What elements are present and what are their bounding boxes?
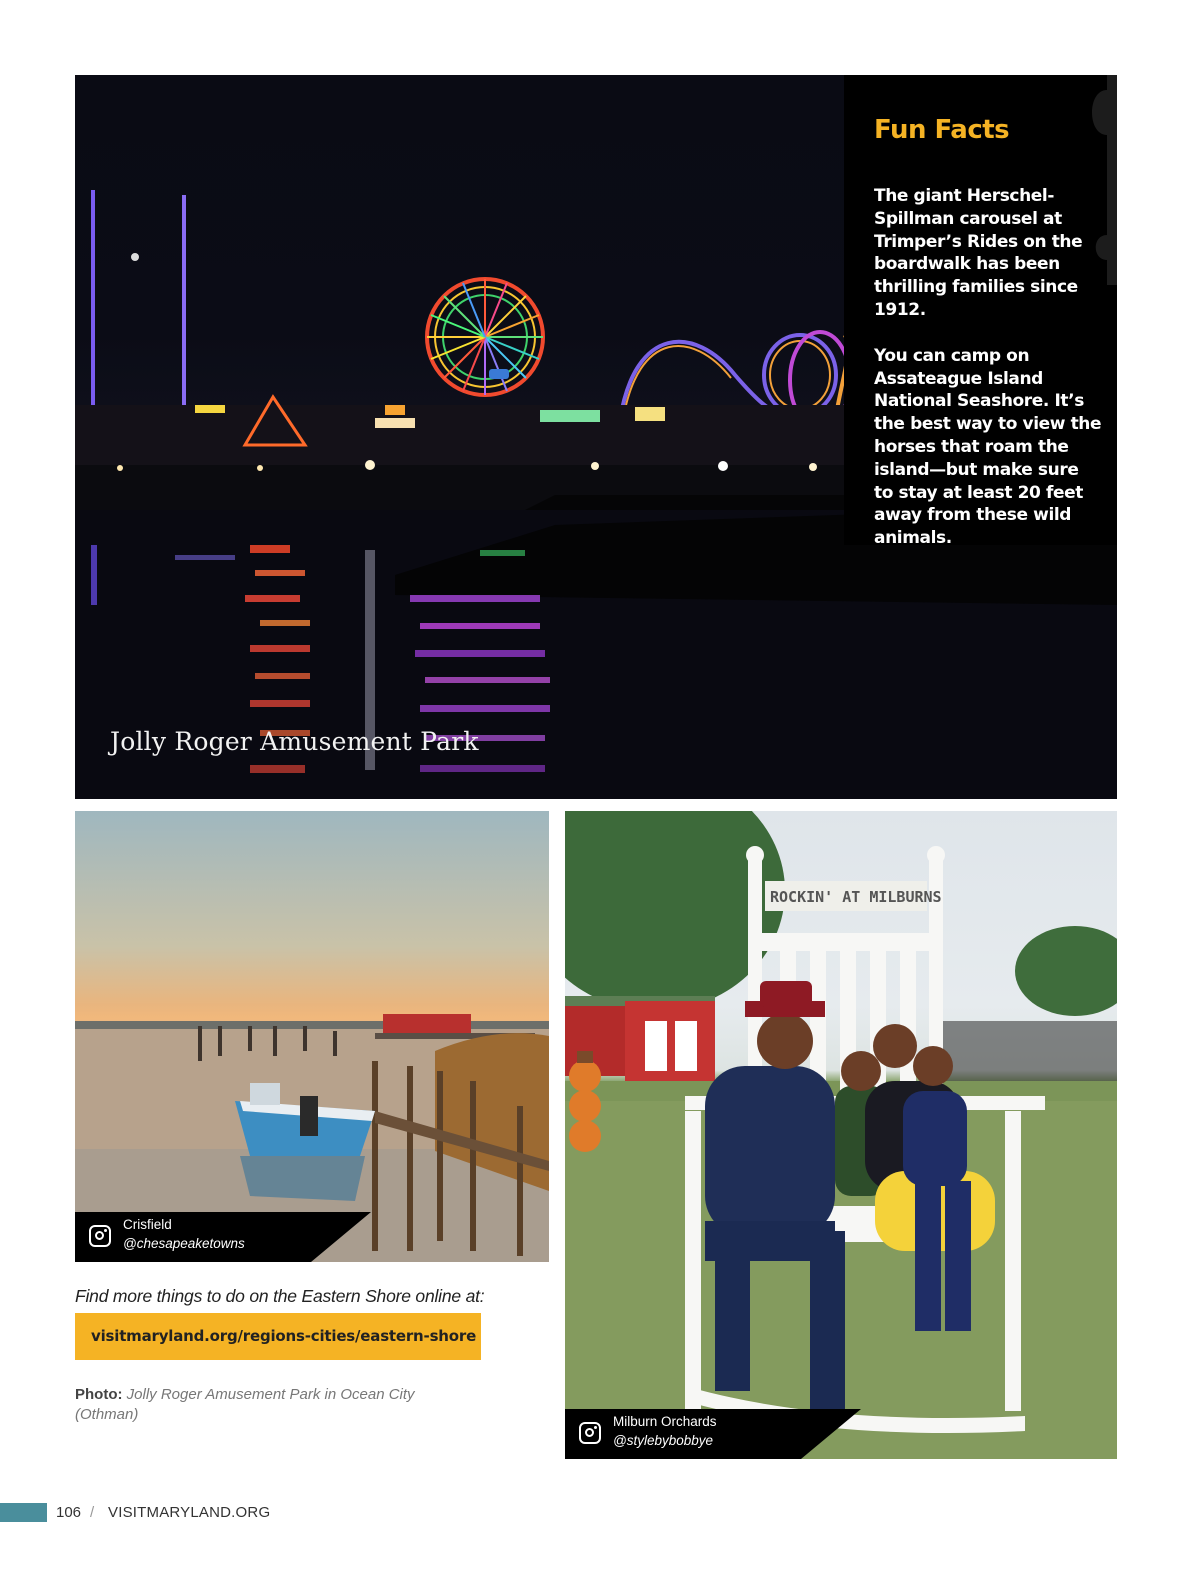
footer-separator: / [90,1504,95,1521]
scarecrow-pumpkins [569,1051,601,1152]
page-number: 106 [56,1504,82,1521]
fun-facts-panel [844,75,1117,549]
more-info-lead: Find more things to do on the Eastern Shore online at: [75,1286,485,1306]
fun-facts-title: Fun Facts [874,115,1010,145]
light-tower-right [182,195,186,405]
crisfield-photo [75,811,549,1262]
fun-fact-carousel: The giant Herschel-Spillman carousel at Trimper’s Rides on the boardwalk has been thrilling families since 1912. [874,186,1083,320]
fun-fact-assateague: You can camp on Assateague Island National Seashore. It’s the best way to view the horses that roam the island—but make sure to stay at least 20 feet away from these wild animals. [874,345,1102,549]
crisfield-harbor-scene [75,811,549,1262]
ferris-wheel [427,279,543,395]
hero-caption: Jolly Roger Amusement Park [110,727,479,756]
buildings [75,405,844,465]
milburn-instagram-tag[interactable] [565,1409,801,1459]
red-shed-2 [625,1001,715,1081]
fun-facts-body [874,185,1102,550]
milburn-orchards-photo [565,811,1117,1459]
instagram-icon [89,1225,111,1247]
footer-accent-bar [0,1503,47,1522]
crisfield-instagram-tag[interactable] [75,1212,311,1262]
crisfield-place: Crisfield [123,1217,172,1232]
eastern-shore-link[interactable]: visitmaryland.org/regions-cities/eastern-shore [75,1313,481,1360]
photo-credit-label: Photo: [75,1386,123,1403]
moon [131,253,139,261]
chair-sign: ROCKIN' AT MILBURNS [770,888,942,906]
light-tower-left [91,190,95,405]
crisfield-handle: @chesapeaketowns [123,1236,245,1251]
photo-credit-text: Jolly Roger Amusement Park in Ocean City (Othman) [75,1386,415,1423]
instagram-icon [579,1422,601,1444]
milburn-place: Milburn Orchards [613,1414,717,1429]
milburn-rocking-chair-scene [565,811,1117,1459]
hero-photo [75,75,1117,799]
footer-site-link[interactable]: VISITMARYLAND.ORG [108,1504,271,1521]
milburn-handle: @stylebybobbye [613,1433,714,1448]
photo-credit [75,1385,435,1425]
